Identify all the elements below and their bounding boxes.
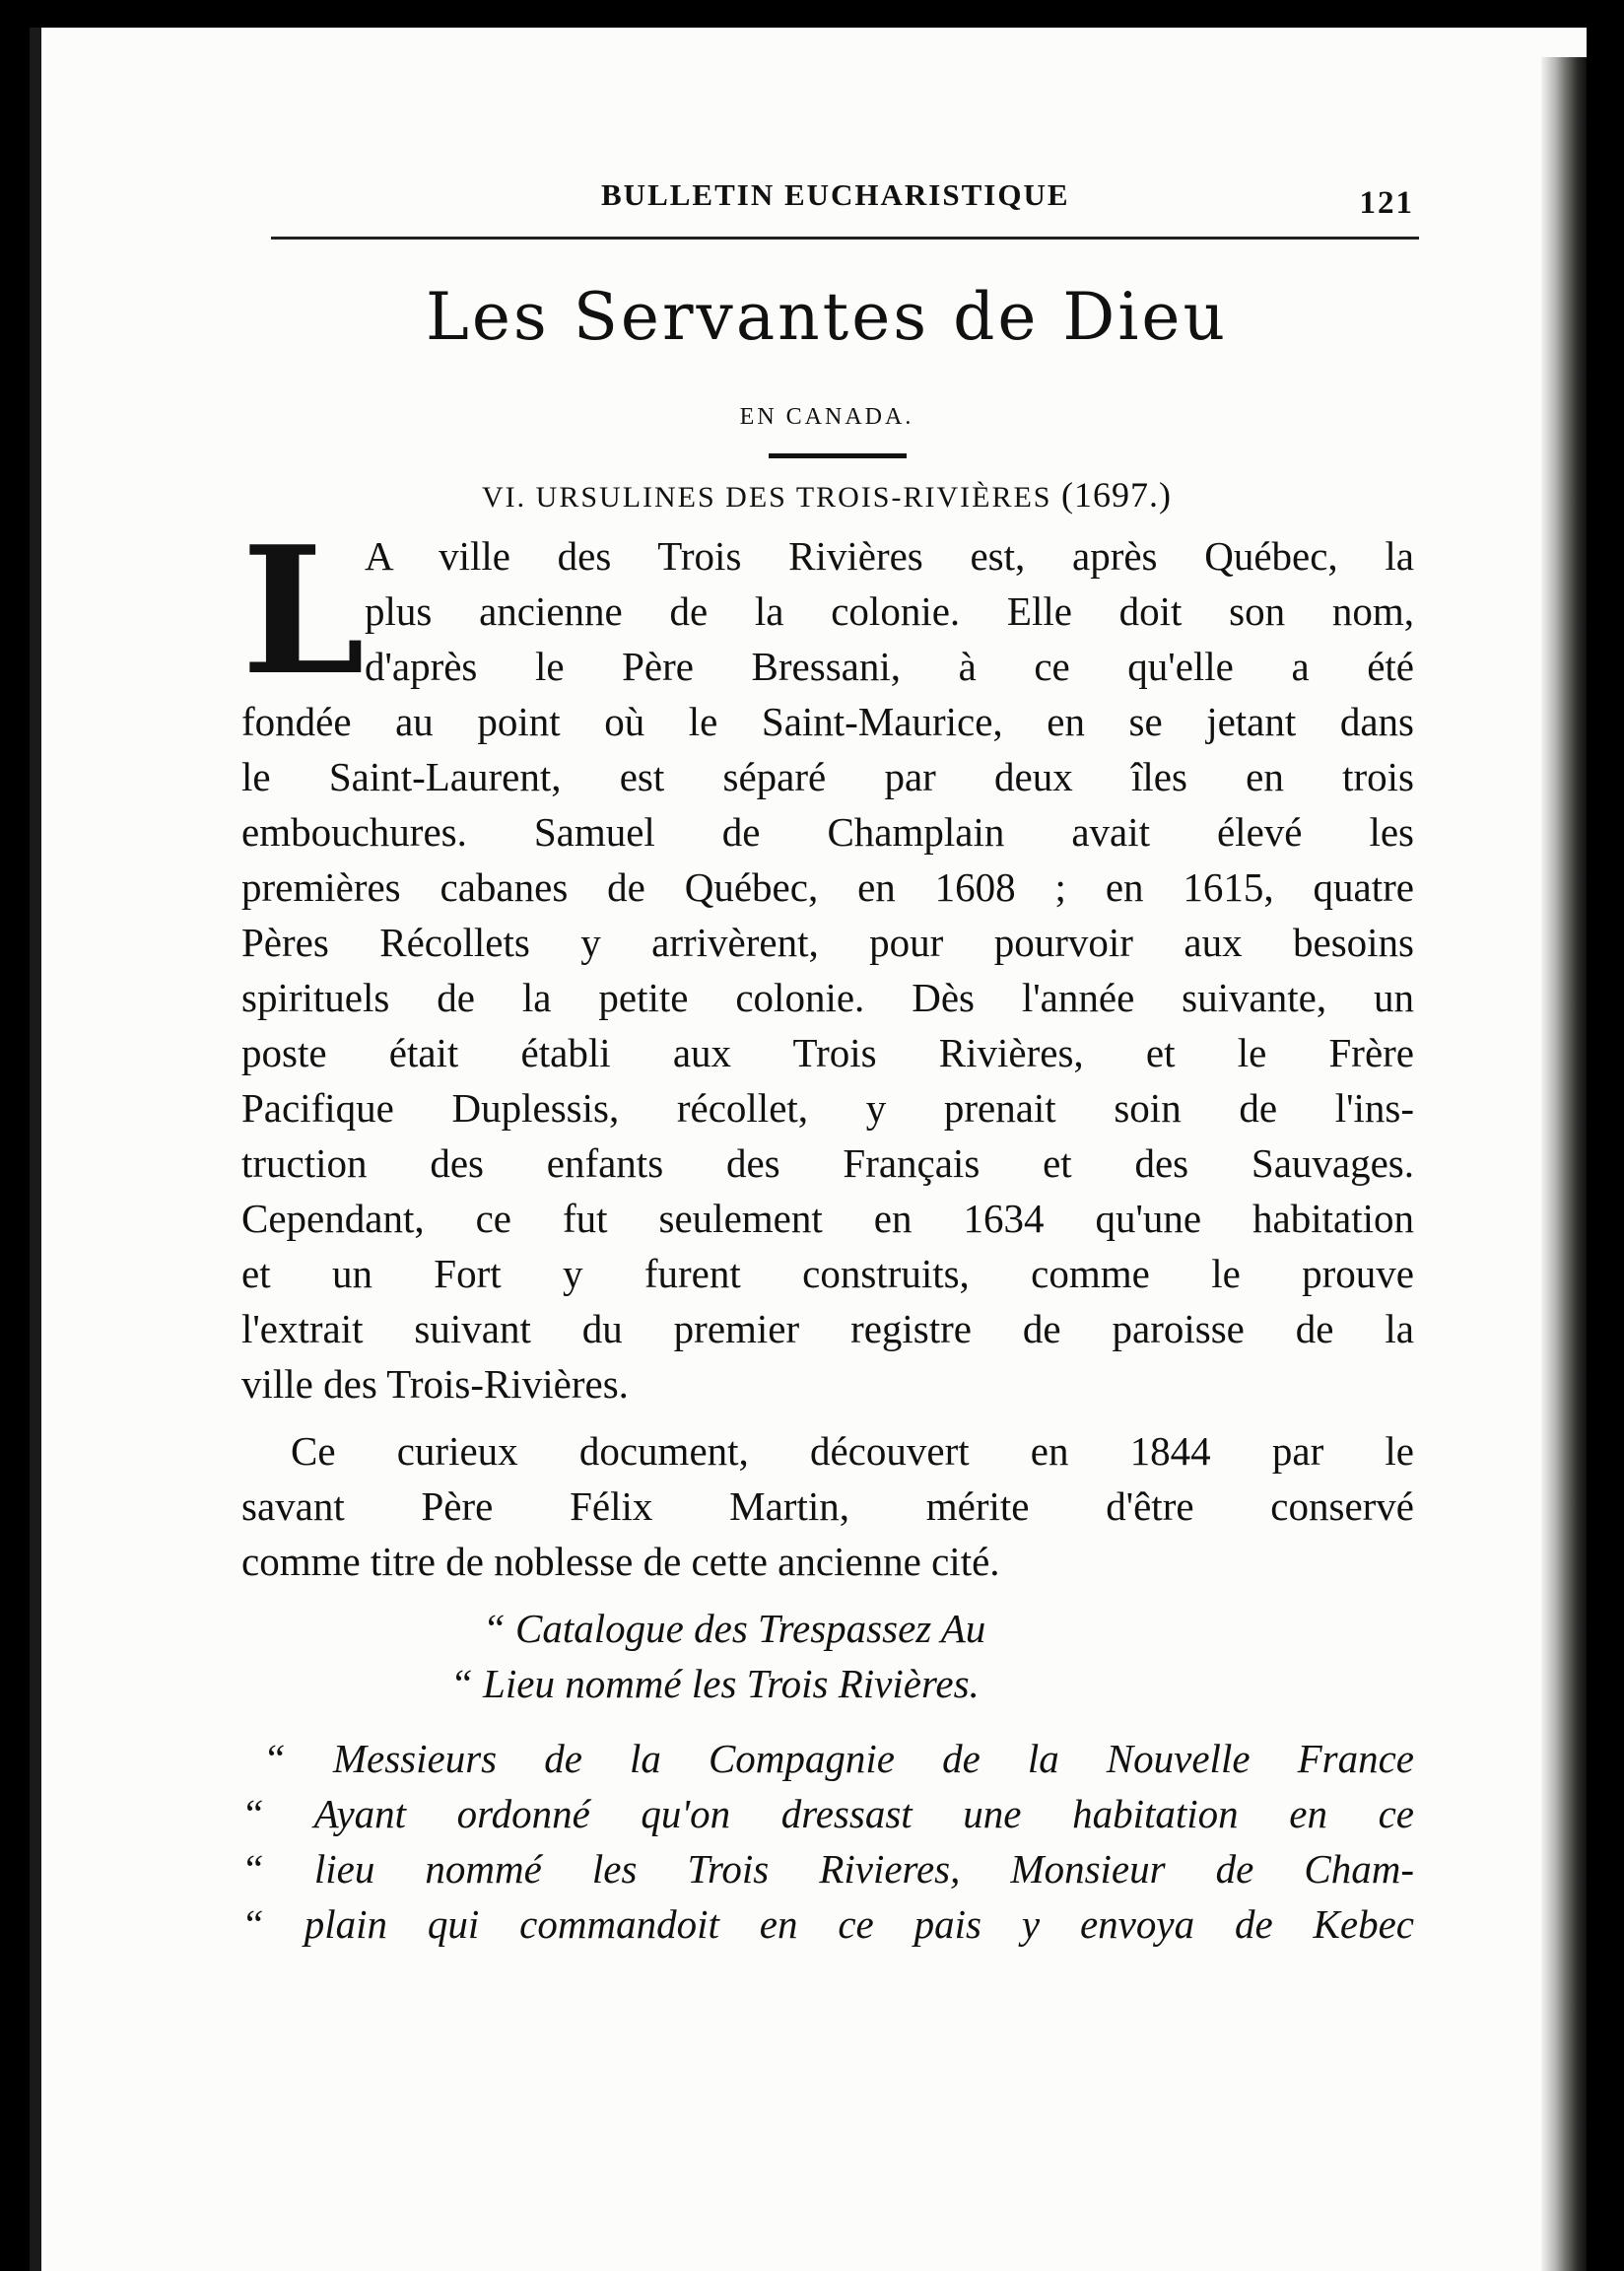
text-line: Cependant, ce fut seulement en 1634 qu'une habitation [241, 1196, 1414, 1241]
section-heading [227, 474, 1427, 516]
quote-title-line: “ Catalogue des Trespassez Au [483, 1606, 986, 1651]
article-body [241, 508, 1414, 1952]
quote-line: “ lieu nommé les Trois Rivieres, Monsieur de Cham- [241, 1846, 1414, 1892]
quote-text [241, 1731, 1414, 1952]
text-line: comme titre de noblesse de cette ancienne cité. [241, 1539, 1000, 1584]
text-line: savant Père Félix Martin, mérite d'être conservé [241, 1483, 1414, 1529]
drop-cap: L [241, 508, 366, 714]
text-line: Pacifique Duplessis, récollet, y prenait soin de l'ins- [241, 1085, 1414, 1131]
paragraph-1 [241, 508, 1414, 1411]
article-title: Les Servantes de Dieu [425, 279, 1228, 355]
text-line: spirituels de la petite colonie. Dès l'année suivante, un [241, 975, 1414, 1020]
text-line: Ce curieux document, découvert en 1844 par le [291, 1428, 1414, 1474]
title-divider [769, 453, 907, 458]
text-line: l'extrait suivant du premier registre de paroisse de la [241, 1306, 1414, 1351]
text-line: poste était établi aux Trois Rivières, et le Frère [241, 1030, 1414, 1075]
article-subtitle: EN CANADA. [739, 404, 914, 430]
text-line: Pères Récollets y arrivèrent, pour pourvoir aux besoins [241, 920, 1414, 965]
text-line: A ville des Trois Rivières est, après Québec, la [365, 533, 1414, 579]
quote-line: “ plain qui commandoit en ce pais y envoya de Kebec [241, 1901, 1414, 1947]
text-line: ville des Trois-Rivières. [241, 1361, 629, 1407]
paragraph-2 [241, 1423, 1414, 1589]
quote-title [241, 1601, 1414, 1711]
page-edge-shadow [1541, 57, 1587, 2271]
section-heading-text: VI. URSULINES DES TROIS-RIVIÈRES [482, 481, 1052, 514]
text-line: d'après le Père Bressani, à ce qu'elle a été [365, 644, 1414, 689]
quote-line: “ Ayant ordonné qu'on dressast une habitation en ce [241, 1791, 1414, 1836]
book-page [30, 28, 1587, 2271]
left-margin-rule [30, 28, 41, 2271]
page-number: 121 [1359, 185, 1414, 221]
text-line: le Saint-Laurent, est séparé par deux îles en trois [241, 754, 1414, 799]
text-line: et un Fort y furent construits, comme le prouve [241, 1251, 1414, 1296]
running-title: BULLETIN EUCHARISTIQUE [601, 177, 1070, 212]
section-heading-year: (1697.) [1060, 475, 1172, 515]
quote-title-line: “ Lieu nommé les Trois Rivières. [450, 1661, 980, 1706]
text-line: embouchures. Samuel de Champlain avait élevé les [241, 809, 1414, 855]
header-rule [271, 237, 1419, 240]
text-line: truction des enfants des Français et des Sauvages. [241, 1140, 1414, 1186]
text-line: fondée au point où le Saint-Maurice, en se jetant dans [241, 699, 1414, 744]
quote-line: “ Messieurs de la Compagnie de la Nouvelle France [263, 1736, 1414, 1781]
text-line: plus ancienne de la colonie. Elle doit son nom, [365, 588, 1414, 634]
running-header [237, 177, 1414, 225]
text-line: premières cabanes de Québec, en 1608 ; en 1615, quatre [241, 864, 1414, 910]
